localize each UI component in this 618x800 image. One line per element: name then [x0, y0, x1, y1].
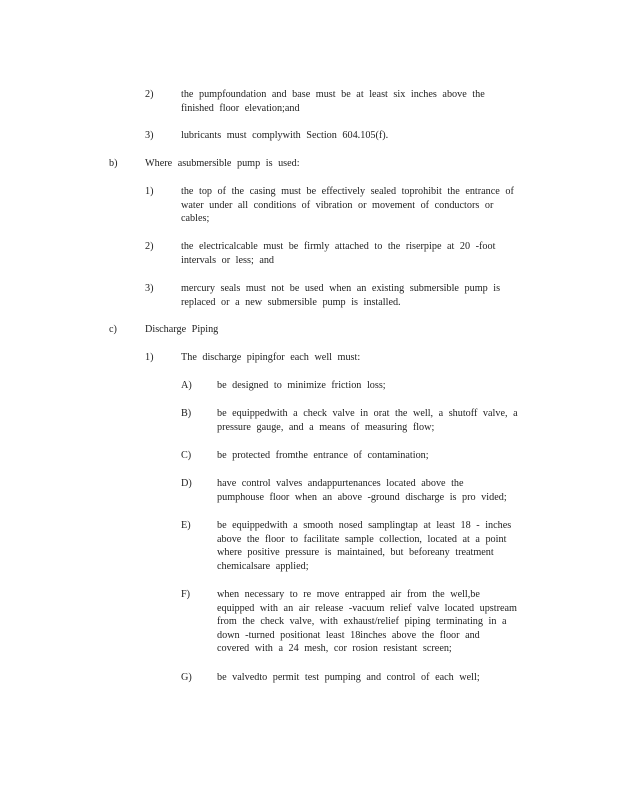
list-item-marker: 3) — [145, 283, 154, 294]
sub-item-text: be equippedwith a smooth nosed samplingtap at least 18 - inches above the floor to facilitate sample collection, located at a point where positive pressure is maintained, but beforeany treatment chemicalsare applied; — [217, 520, 512, 572]
section-heading: Where asubmersible pump is used: — [145, 158, 300, 169]
sub-item-text: when necessary to re move entrapped air from the well,be equipped with an air release -vacuum relief valve located upstream from the check valve, with exhaust/relief piping terminating in a down -turned positionat least 18inches above the floor and covered with a 24 mesh, cor rosion resistant screen; — [217, 589, 517, 654]
sub-item-marker: C) — [181, 450, 192, 461]
section-marker: c) — [109, 324, 117, 335]
sub-item-marker: A) — [181, 380, 192, 391]
section-heading: Discharge Piping — [145, 324, 219, 335]
sub-item-text: be protected fromthe entrance of contamination; — [217, 450, 429, 461]
list-item-marker: 1) — [145, 186, 154, 197]
list-item-marker: 2) — [145, 241, 154, 252]
sub-item-marker: F) — [181, 589, 191, 600]
sub-item-marker: G) — [181, 672, 192, 683]
list-item-marker: 3) — [145, 130, 154, 141]
list-item-marker: 2) — [145, 89, 154, 100]
list-item-text: the top of the casing must be effectively sealed toprohibit the entrance of water under all conditions of vibration or movement of conductors or cables; — [181, 186, 514, 224]
section-marker: b) — [109, 158, 118, 169]
sub-item-text: have control valves andappurtenances located above the pumphouse floor when an above -ground discharge is pro vided; — [217, 478, 507, 503]
sub-item-marker: B) — [181, 408, 192, 419]
list-item-text: the pumpfoundation and base must be at least six inches above the finished floor elevation;and — [181, 89, 485, 114]
sub-item-text: be valvedto permit test pumping and control of each well; — [217, 672, 480, 683]
list-item-text: mercury seals must not be used when an existing submersible pump is replaced or a new submersible pump is installed. — [181, 283, 501, 308]
sub-item-marker: E) — [181, 520, 191, 531]
list-item-text: lubricants must complywith Section 604.105(f). — [181, 130, 389, 141]
list-item-text: The discharge pipingfor each well must: — [181, 352, 361, 363]
list-item-text: the electricalcable must be firmly attached to the riserpipe at 20 -foot intervals or less; and — [181, 241, 496, 266]
sub-item-marker: D) — [181, 478, 192, 489]
sub-item-text: be equippedwith a check valve in orat the well, a shutoff valve, a pressure gauge, and a means of measuring flow; — [217, 408, 518, 433]
sub-item-text: be designed to minimize friction loss; — [217, 380, 386, 391]
list-item-marker: 1) — [145, 352, 154, 363]
